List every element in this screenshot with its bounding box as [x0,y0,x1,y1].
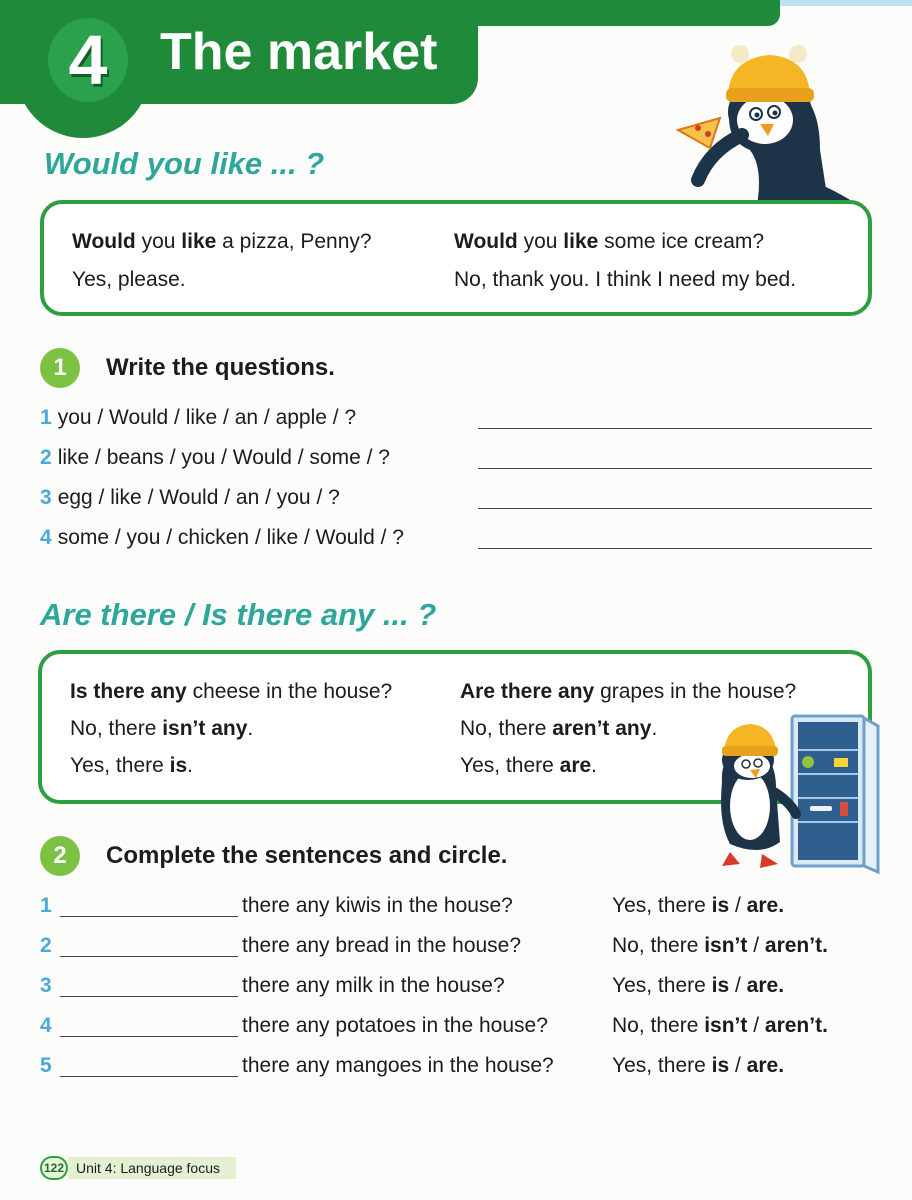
sentence-number: 2 [40,934,52,957]
exercise-1-title: Write the questions. [106,354,335,381]
footer-label: Unit 4: Language focus [68,1157,236,1179]
answer-option-2[interactable]: are [746,894,779,917]
circle-answer [612,974,784,998]
sentence-text: there any mangoes in the house? [242,1054,554,1077]
example-question-left [70,680,392,704]
answer-option-2[interactable]: are [746,974,779,997]
answer-blank[interactable] [60,996,238,997]
example-negative-right [460,717,657,741]
circle-answer [612,1054,784,1078]
example-text: . [591,754,598,777]
answer-separator: / [729,974,747,997]
example-text: grapes in the house? [594,680,797,703]
sentence-text: there any milk in the house? [242,974,505,997]
penguin-fridge-illustration [700,712,890,882]
example-positive-left [70,754,193,778]
example-keyword: Would [72,230,136,253]
answer-separator: / [747,934,765,957]
page-number: 122 [40,1156,68,1180]
sentence-row [40,1052,876,1084]
answer-option-2[interactable]: are [746,1054,779,1077]
example-text: a pizza, Penny? [216,230,372,253]
sentence-number: 5 [40,1054,52,1077]
answer-blank[interactable] [60,1076,238,1077]
answer-end: . [778,1054,785,1077]
example-answer-left: Yes, please. [72,268,186,291]
answer-separator: / [729,1054,747,1077]
sentence-row [40,972,876,1004]
exercise-1-badge: 1 [40,348,80,388]
sentence-number: 4 [40,1014,52,1037]
answer-prefix: Yes, there [612,974,712,997]
question-row [40,526,876,556]
answer-blank[interactable] [60,956,238,957]
sentence-text: there any potatoes in the house? [242,1014,548,1037]
question-prompt: some / you / chicken / like / Would / ? [57,526,404,549]
answer-option-2[interactable]: aren’t [764,1014,823,1037]
answer-separator: / [747,1014,765,1037]
example-keyword: like [181,230,217,253]
grammar-box-would-you-like [40,200,872,316]
example-text: No, there [70,717,163,740]
example-positive-right [460,754,597,778]
answer-prefix: No, there [612,934,705,957]
circle-answer [612,1014,828,1038]
sentence-row [40,932,876,964]
example-question-left [72,230,372,254]
question-number: 1 [40,406,52,429]
example-keyword: is [169,754,188,777]
example-keyword: aren’t any [552,717,652,740]
sentence-number: 3 [40,974,52,997]
answer-option-2[interactable]: aren’t [764,934,823,957]
answer-line[interactable] [478,508,872,509]
example-negative-left [70,717,253,741]
penguin-pizza-illustration [670,40,870,220]
question-number: 4 [40,526,52,549]
sentence-number: 1 [40,894,52,917]
question-prompt: egg / like / Would / an / you / ? [57,486,340,509]
sentence-text: there any bread in the house? [242,934,522,957]
answer-line[interactable] [478,548,872,549]
circle-answer [612,934,828,958]
answer-option-1[interactable]: is [711,894,730,917]
section-heading-would-you-like: Would you like ... ? [44,146,325,181]
example-text: . [187,754,193,777]
example-keyword: Would [454,230,518,253]
sentence-row [40,1012,876,1044]
answer-prefix: Yes, there [612,894,712,917]
example-text: No, there [460,717,553,740]
sentence-text: there any kiwis in the house? [242,894,513,917]
page-footer [40,1156,236,1180]
example-text: cheese in the house? [186,680,393,703]
answer-end: . [822,934,828,957]
example-keyword: Are there any [460,680,595,703]
exercise-2-badge: 2 [40,836,80,876]
answer-option-1[interactable]: is [711,1054,730,1077]
unit-number: 4 [48,18,128,102]
example-keyword: Is there any [70,680,187,703]
answer-option-1[interactable]: isn’t [704,1014,748,1037]
answer-end: . [822,1014,828,1037]
question-prompt: you / Would / like / an / apple / ? [57,406,357,429]
answer-blank[interactable] [60,916,238,917]
answer-prefix: Yes, there [612,1054,712,1077]
example-text: Yes, there [70,754,170,777]
sentence-row [40,892,876,924]
question-row [40,446,876,476]
answer-end: . [778,974,785,997]
example-question-right [454,230,764,254]
question-prompt: like / beans / you / Would / some / ? [57,446,390,469]
example-keyword: like [563,230,599,253]
example-text: . [247,717,254,740]
example-text: some ice cream? [598,230,765,253]
example-text: you [135,230,182,253]
exercise-2-title: Complete the sentences and circle. [106,842,508,869]
question-row [40,486,876,516]
answer-prefix: No, there [612,1014,705,1037]
circle-answer [612,894,784,918]
answer-option-1[interactable]: isn’t [704,934,748,957]
answer-option-1[interactable]: is [711,974,730,997]
answer-blank[interactable] [60,1036,238,1037]
example-keyword: isn’t any [162,717,248,740]
example-text: you [517,230,564,253]
example-keyword: are [559,754,592,777]
unit-title: The market [160,23,438,81]
section-heading-is-there-any: Are there / Is there any ... ? [40,597,437,632]
question-number: 3 [40,486,52,509]
example-question-right [460,680,796,704]
answer-separator: / [729,894,747,917]
example-answer-right: No, thank you. I think I need my bed. [454,268,797,291]
example-text: . [651,717,658,740]
example-text: Yes, there [460,754,560,777]
question-number: 2 [40,446,52,469]
answer-line[interactable] [478,468,872,469]
answer-line[interactable] [478,428,872,429]
answer-end: . [778,894,785,917]
question-row [40,406,876,436]
